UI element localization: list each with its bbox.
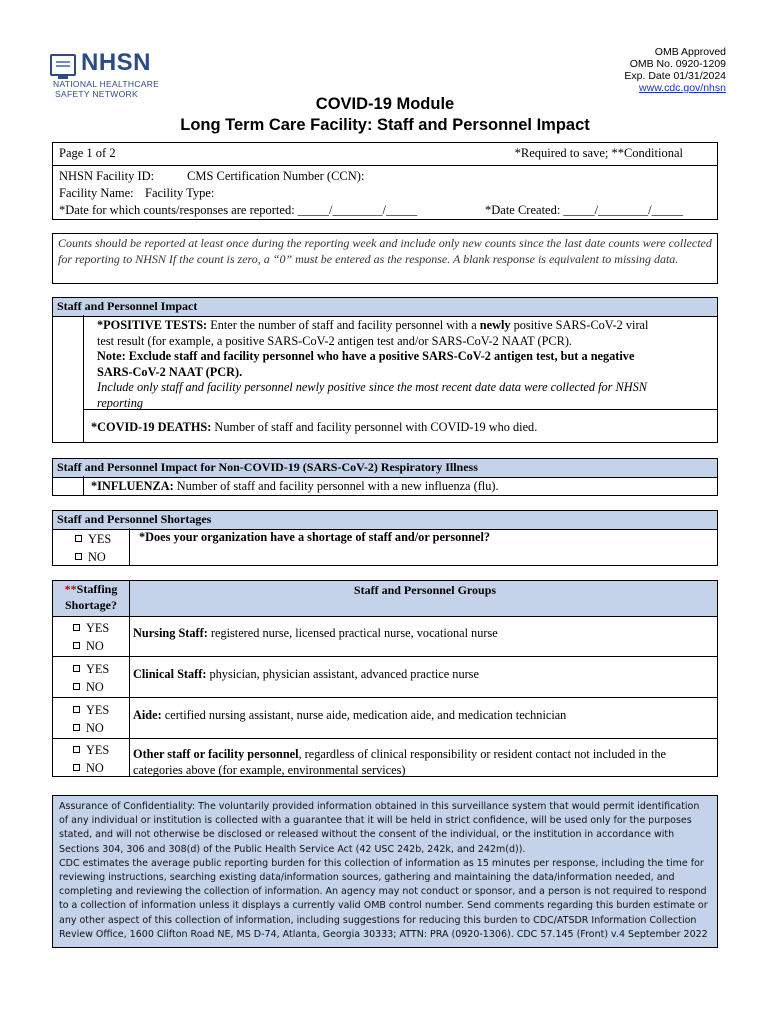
clinical-no-option[interactable] — [73, 680, 104, 696]
nursing-no-option[interactable] — [73, 639, 104, 655]
checkbox-icon[interactable] — [73, 764, 80, 771]
staff-groups-table — [52, 580, 718, 777]
yes-label: YES — [86, 703, 110, 717]
positive-tests-text: Enter the number of staff and facility personnel with a — [207, 318, 480, 332]
positive-tests-text-2: positive SARS-CoV-2 viral — [510, 318, 649, 332]
ccn-field[interactable]: CMS Certification Number (CCN): — [187, 169, 365, 183]
checkbox-icon[interactable] — [73, 624, 80, 631]
input-column-divider — [83, 315, 84, 442]
yes-label: YES — [86, 621, 110, 635]
influenza-label: *INFLUENZA: — [91, 479, 174, 493]
facility-info-box — [52, 142, 718, 220]
influenza-text: Number of staff and facility personnel with a new influenza (flu). — [173, 479, 499, 493]
no-label: NO — [86, 680, 104, 694]
checkbox-icon[interactable] — [73, 683, 80, 690]
positive-tests-label: *POSITIVE TESTS: — [97, 318, 208, 332]
shortages-section — [52, 510, 718, 566]
no-label: NO — [86, 639, 104, 653]
group-label: Clinical Staff: — [133, 667, 207, 681]
page-subtitle: Long Term Care Facility: Staff and Personnel Impact — [180, 116, 590, 134]
nursing-staff-row — [133, 626, 713, 642]
shortages-header: Staff and Personnel Shortages — [53, 511, 717, 530]
group-text-2: categories above (for example, environmental services) — [133, 762, 406, 777]
influenza-question — [91, 479, 711, 495]
confidentiality-box — [52, 795, 718, 948]
yes-label: YES — [88, 532, 112, 546]
info-row-page — [53, 143, 717, 166]
column-divider — [129, 528, 130, 565]
positive-tests-text-3: test result (for example, a positive SARS-CoV-2 antigen test and/or SARS-CoV-2 NAAT (PCR). — [97, 333, 573, 348]
checkbox-icon[interactable] — [73, 665, 80, 672]
row-divider — [53, 738, 717, 739]
conditional-marker: ** — [64, 582, 77, 596]
group-text: physician, physician assistant, advanced practice nurse — [206, 667, 479, 681]
facility-type-field[interactable]: Facility Type: — [145, 186, 215, 200]
confidentiality-assurance: Assurance of Confidentiality: The voluntarily provided information obtained in this surveillance system that would permit identification of any individual or institution is collected with a guarantee that it will be held in strict confidence, will be used only for the purposes stated, and will not otherwise be disclosed or released without the consent of the individual, or the institution in accordance with Sections 304, 306 and 308(d) of the Public Health Service Act (42 USC 242b, 242k, and 242m(d)). — [59, 801, 700, 855]
positive-tests-question — [97, 318, 712, 411]
date-created-field[interactable]: *Date Created: _____/________/_____ — [485, 203, 683, 217]
clinical-staff-row — [133, 667, 713, 683]
positive-tests-note-1: Note: Exclude staff and facility personnel who have a positive SARS-CoV-2 antigen test, but a negative — [97, 349, 635, 363]
other-staff-row — [133, 747, 713, 778]
omb-approved: OMB Approved — [654, 46, 726, 58]
checkbox-icon[interactable] — [73, 706, 80, 713]
noncovid-header: Staff and Personnel Impact for Non-COVID-19 (SARS-CoV-2) Respiratory Illness — [53, 459, 717, 478]
group-text: certified nursing assistant, nurse aide, medication aide, and medication technician — [161, 708, 567, 722]
staffing-label: Staffing — [76, 582, 118, 596]
aide-yes-option[interactable] — [73, 703, 109, 719]
checkbox-icon[interactable] — [75, 553, 82, 560]
positive-tests-note-2: SARS-CoV-2 NAAT (PCR). — [97, 364, 243, 379]
positive-tests-include-1: Include only staff and facility personnel newly positive since the most recent date data were collected for NHSN — [97, 380, 647, 394]
logo-line-2: SAFETY NETWORK — [55, 89, 138, 99]
aide-no-option[interactable] — [73, 721, 104, 737]
column-divider — [129, 581, 130, 776]
staffing-shortage-header — [53, 582, 129, 613]
burden-statement: CDC estimates the average public reporting burden for this collection of information as 15 minutes per response, including the time for reviewing instructions, searching existing data/information sources, gathering and maintaining the data/information needed, and completing and reviewing the collection of information. An agency may not conduct or sponsor, and a person is not required to respond to a collection of information unless it displays a currently valid OMB control number. Send comments regarding this burden estimate or any other aspect of this collection of information, including suggestions for reducing this burden to CDC/ATSDR Information Collection Review Office, 1600 Clifton Road NE, MS D-74, Atlanta, Georgia 30333; ATTN: PRA (0920-1306). CDC 57.145 (Front) v.4 September 2022 — [59, 857, 708, 940]
shortage-no-option[interactable] — [75, 550, 106, 566]
date-reported-field[interactable]: *Date for which counts/responses are reported: _____/________/_____ — [59, 203, 418, 217]
deaths-label: *COVID-19 DEATHS: — [91, 420, 212, 434]
checkbox-icon[interactable] — [75, 535, 82, 542]
group-label: Nursing Staff: — [133, 626, 208, 640]
deaths-question — [91, 420, 711, 436]
nursing-yes-option[interactable] — [73, 621, 109, 637]
group-text: registered nurse, licensed practical nurse, vocational nurse — [207, 626, 498, 640]
logo-wordmark: NHSN — [81, 49, 152, 76]
checkbox-icon[interactable] — [73, 642, 80, 649]
positive-tests-include-2: reporting — [97, 395, 143, 410]
shortage-label: Shortage? — [65, 597, 117, 612]
other-yes-option[interactable] — [73, 743, 109, 759]
facility-id-field[interactable]: NHSN Facility ID: — [59, 169, 155, 183]
clinical-yes-option[interactable] — [73, 662, 109, 678]
omb-exp-date: Exp. Date 01/31/2024 — [624, 70, 726, 82]
group-label: Other staff or facility personnel — [133, 747, 299, 761]
no-label: NO — [86, 721, 104, 735]
logo-line-1: NATIONAL HEALTHCARE — [53, 79, 160, 89]
aide-row — [133, 708, 713, 724]
omb-number: OMB No. 0920-1209 — [629, 58, 726, 70]
monitor-icon — [50, 54, 76, 76]
group-text: , regardless of clinical responsibility or resident contact not included in the — [298, 747, 666, 761]
omb-block — [624, 46, 726, 94]
yes-label: YES — [86, 743, 110, 757]
groups-header: Staff and Personnel Groups — [353, 583, 497, 597]
other-no-option[interactable] — [73, 761, 104, 777]
shortage-question: *Does your organization have a shortage of staff and/or personnel? — [139, 530, 491, 544]
deaths-text: Number of staff and facility personnel with COVID-19 who died. — [211, 420, 538, 434]
no-label: NO — [88, 550, 106, 564]
input-column-divider — [83, 476, 84, 495]
row-divider — [53, 697, 717, 698]
required-legend: *Required to save; **Conditional — [514, 146, 683, 160]
group-label: Aide: — [133, 708, 162, 722]
yes-label: YES — [86, 662, 110, 676]
impact-section — [52, 297, 718, 443]
page-number: Page 1 of 2 — [59, 146, 116, 160]
checkbox-icon[interactable] — [73, 746, 80, 753]
cdc-link[interactable]: www.cdc.gov/nhsn — [639, 82, 726, 94]
no-label: NO — [86, 761, 104, 775]
page-title: COVID-19 Module — [315, 95, 455, 113]
impact-header: Staff and Personnel Impact — [53, 298, 717, 317]
noncovid-section — [52, 458, 718, 496]
facility-name-field[interactable]: Facility Name: — [59, 186, 134, 200]
shortage-yes-option[interactable] — [75, 532, 111, 548]
counts-note: Counts should be reported at least once during the reporting week and include only new counts since the last date counts were collected for reporting to NHSN If the count is zero, a “0” must be entered as the response. A blank response is equivalent to missing data. — [52, 233, 718, 284]
checkbox-icon[interactable] — [73, 724, 80, 731]
row-divider — [53, 656, 717, 657]
newly-emphasis: newly — [479, 318, 511, 332]
